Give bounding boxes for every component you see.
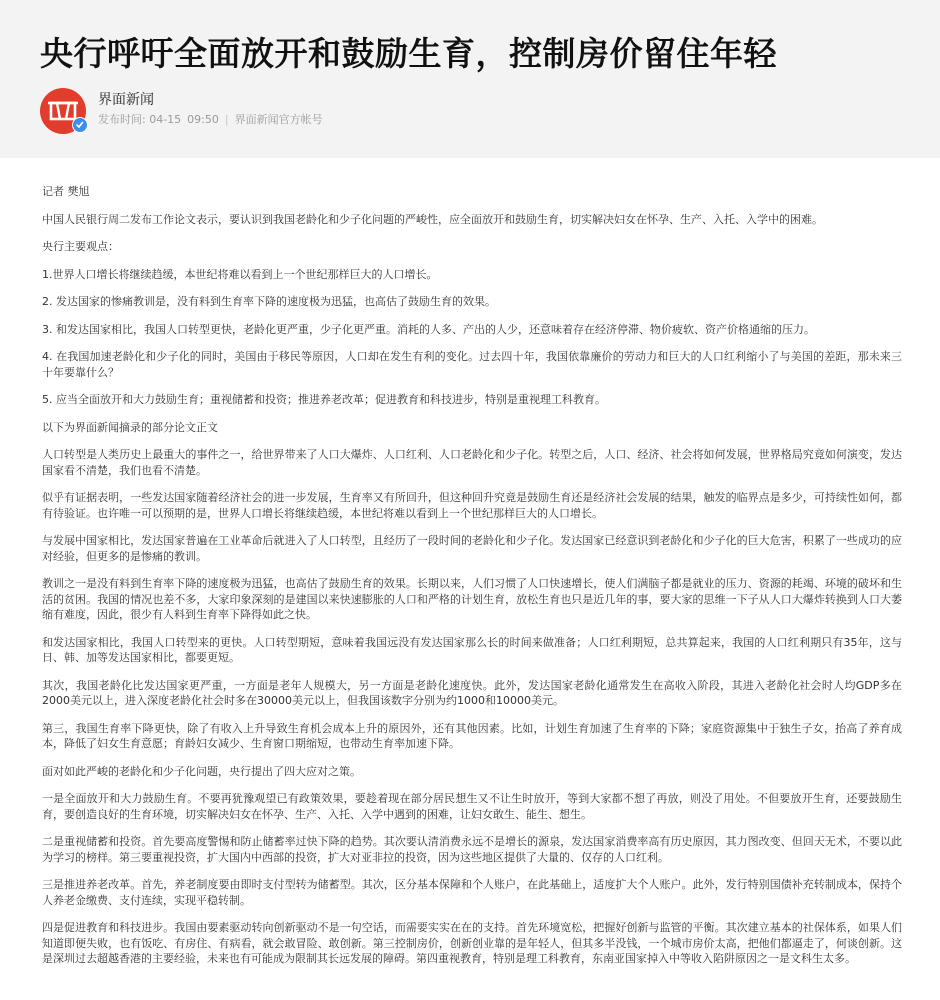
paragraph: 二是重视储蓄和投资。首先要高度警惕和防止储蓄率过快下降的趋势。其次要认清消费永远不是增长的源泉，发达国家消费率高有历史原因，其力图改变、但回天无术，不要以此为学习的榜样。第三要重视投资，扩大国内中西部的投资，扩大对亚非拉的投资，因为这些地区提供了大量的、仅存的人口红利。 (42, 835, 902, 864)
publish-meta (98, 112, 329, 128)
paragraph: 一是全面放开和大力鼓励生育。不要再犹豫观望已有政策效果，要趁着现在部分居民想生又不让生时放开，等到大家都不想了再放，则没了用处。不但要放开生育，还要鼓励生育，要创造良好的生育环境，切实解决妇女在怀孕、生产、入托、入学中遇到的困难，让妇女敢生、能生、想生。 (42, 792, 902, 821)
paragraph: 3. 和发达国家相比，我国人口转型更快，老龄化更严重，少子化更严重。消耗的人多、产出的人少，还意味着存在经济停滞、物价疲软、资产价格通缩的压力。 (42, 322, 815, 336)
paragraph: 5. 应当全面放开和大力鼓励生育；重视储蓄和投资；推进养老改革；促进教育和科技进步，特别是重视理工科教育。 (42, 393, 606, 406)
article-header (0, 0, 940, 158)
source-name[interactable]: 界面新闻 (98, 92, 154, 108)
article-title: 央行呼吁全面放开和鼓励生育，控制房价留住年轻 (40, 34, 777, 73)
paragraph: 1.世界人口增长将继续趋缓，本世纪将难以看到上一个世纪那样巨大的人口增长。 (42, 267, 438, 281)
paragraph: 第三，我国生育率下降更快，除了有收入上升导致生育机会成本上升的原因外，还有其他因素。比如，计划生育加速了生育率的下降；家庭资源集中于独生子女，抬高了养育成本，降低了妇女生育意愿；育龄妇女减少、生育窗口期缩短，也带动生育率加速下降。 (42, 721, 902, 750)
paragraph: 中国人民银行周二发布工作论文表示，要认识到我国老龄化和少子化问题的严峻性，应全面放开和鼓励生育，切实解决妇女在怀孕、生产、入托、入学中的困难。 (42, 212, 823, 226)
paragraph: 2. 发达国家的惨痛教训是，没有料到生育率下降的速度极为迅猛，也高估了鼓励生育的效果。 (42, 295, 496, 308)
publish-date: 发布时间: 04-15 (98, 113, 182, 126)
paragraph: 四是促进教育和科技进步。我国由要素驱动转向创新驱动不是一句空话，而需要实实在在的支持。首先环境宽松，把握好创新与监管的平衡。其次建立基本的社保体系，如果人们知道即便失败，也有饭吃、有房住、有病看，就会敢冒险、敢创新。第三控制房价，创新创业靠的是年轻人，但其多半没钱，一个城市房价太高，把他们都逼走了，何谈创新。这是深圳过去超越香港的主要经验，未来也有可能成为限制其长远发展的障碍。第四重视教育，特别是理工科教育，东南亚国家掉入中等收入陷阱原因之一是文科生太多。 (42, 921, 902, 965)
publish-time: 09:50 (187, 113, 219, 126)
meta-divider: | (224, 113, 229, 126)
paragraph: 其次，我国老龄化比发达国家更严重，一方面是老年人规模大，另一方面是老龄化速度快。此外，发达国家老龄化通常发生在高收入阶段，其进入老龄化社会时人均GDP多在2000美元以上，进入深度老龄化社会时多在30000美元以上，但我国该数字分别为约1000和10000美元。 (42, 678, 902, 707)
verified-badge-icon (72, 117, 88, 133)
paragraph: 央行主要观点： (42, 240, 119, 253)
paragraph: 4. 在我国加速老龄化和少子化的同时，美国由于移民等原因，人口却在发生有利的变化。过去四十年，我国依靠廉价的劳动力和巨大的人口红利缩小了与美国的差距，那未来三十年要靠什么？ (42, 350, 902, 379)
article-body (42, 184, 902, 979)
account-type: 界面新闻官方帐号 (234, 113, 323, 126)
paragraph: 教训之一是没有料到生育率下降的速度极为迅猛，也高估了鼓励生育的效果。长期以来，人们习惯了人口快速增长，使人们满脑子都是就业的压力、资源的耗竭、环境的破坏和生活的贫困。我国的情况也差不多，大家印象深刻的是建国以来快速膨胀的人口和严格的计划生育，放松生育也只是近几年的事，要大家的思维一下子从人口大爆炸转换到人口大萎缩有难度，因此，很少有人料到生育率下降得如此之快。 (42, 577, 902, 621)
paragraph: 和发达国家相比，我国人口转型来的更快。人口转型期短，意味着我国远没有发达国家那么长的时间来做准备；人口红利期短，总共算起来，我国的人口红利期只有35年，这与日、韩、加等发达国家相比，都要更短。 (42, 635, 902, 664)
paragraph: 与发展中国家相比，发达国家普遍在工业革命后就进入了人口转型，且经历了一段时间的老龄化和少子化。发达国家已经意识到老龄化和少子化的巨大危害，积累了一些成功的应对经验，但更多的是惨痛的教训。 (42, 534, 902, 563)
paragraph: 人口转型是人类历史上最重大的事件之一，给世界带来了人口大爆炸、人口红利、人口老龄化和少子化。转型之后，人口、经济、社会将如何发展，世界格局究竟如何演变，发达国家看不清楚，我们也看不清楚。 (42, 448, 902, 477)
paragraph: 三是推进养老改革。首先，养老制度要由即时支付型转为储蓄型。其次，区分基本保障和个人账户，在此基础上，适度扩大个人账户。此外，发行特别国债补充转制成本，保持个人养老金缴费、支付连续，实现平稳转制。 (42, 878, 902, 907)
paragraph: 面对如此严峻的老龄化和少子化问题，央行提出了四大应对之策。 (42, 764, 361, 778)
paragraph: 以下为界面新闻摘录的部分论文正文 (42, 420, 218, 434)
paragraph: 记者 樊旭 (42, 185, 90, 198)
paragraph: 似乎有证据表明，一些发达国家随着经济社会的进一步发展，生育率又有所回升，但这种回升究竟是鼓励生育还是经济社会发展的结果，触发的临界点是多少，可持续性如何，都有待验证。也许唯一可以预期的是，世界人口增长将继续趋缓，本世纪将难以看到上一个世纪那样巨大的人口增长。 (42, 491, 902, 520)
